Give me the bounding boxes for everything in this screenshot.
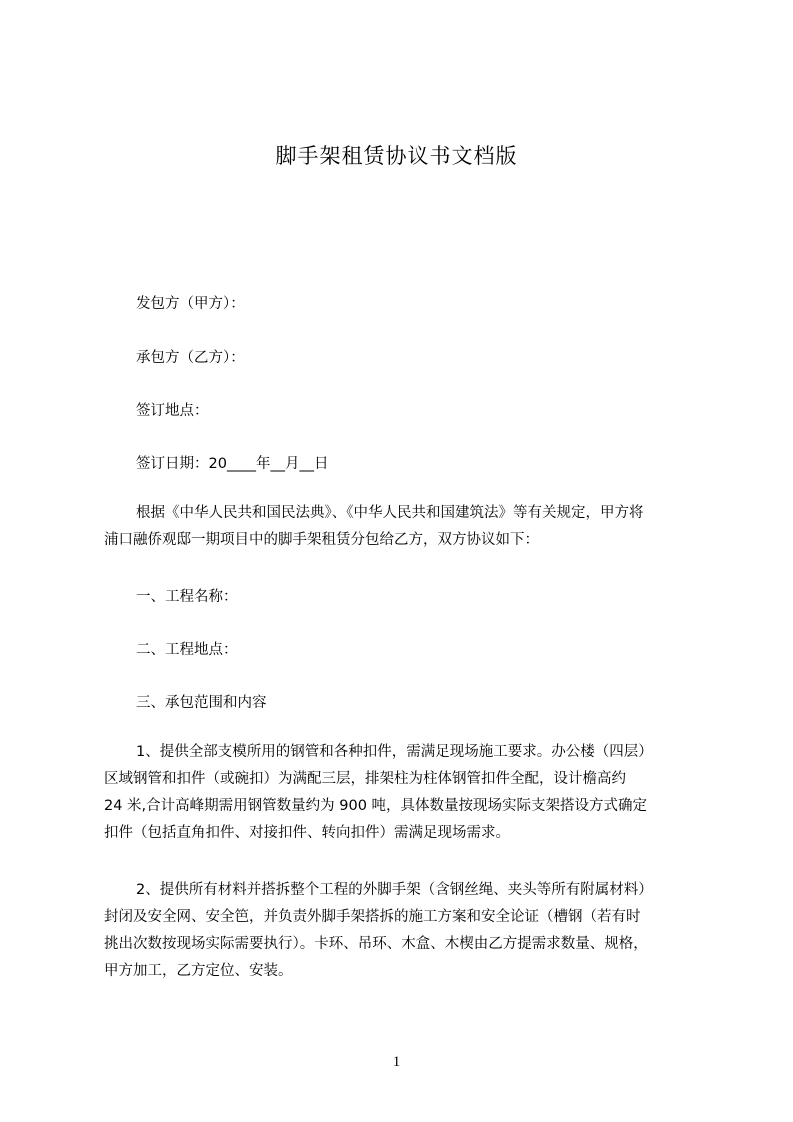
item2-line: 封闭及安全网、安全笆，并负责外脚手架搭拆的施工方案和安全论证（槽钢（若有时: [104, 909, 641, 925]
item1-line: 1、提供全部支模所用的钢管和各种扣件，需满足现场施工要求。办公楼（四层）: [136, 744, 653, 760]
sign-date-field: 签订日期：20____年__月__日: [136, 456, 329, 472]
party-b-field: 承包方（乙方）：: [136, 350, 245, 366]
item2-line: 挑出次数按现场实际需要执行）。卡环、吊环、木盒、木楔由乙方提需求数量、规格，: [104, 936, 648, 952]
scope-item-2: [104, 877, 700, 985]
item2-line: 甲方加工，乙方定位、安装。: [104, 963, 293, 979]
section-project-location: 二、工程地点：: [136, 642, 238, 658]
item2-line: 2、提供所有材料并搭拆整个工程的外脚手架（含钢丝绳、夹头等所有附属材料）: [136, 882, 653, 898]
intro-line: 根据《中华人民共和国民法典》、《中华人民共和国建筑法》等有关规定，甲方将: [136, 505, 644, 521]
intro-paragraph: [104, 500, 700, 554]
section-project-name: 一、工程名称：: [136, 589, 238, 605]
item1-line: 24 米,合计高峰期需用钢管数量约为 900 吨，具体数量按现场实际支架搭设方式确定: [104, 798, 648, 814]
intro-line: 浦口融侨观邸一期项目中的脚手架租赁分包给乙方，双方协议如下：: [104, 532, 539, 548]
page-number: 1: [392, 1054, 401, 1070]
item1-line: 区域钢管和扣件（或碗扣）为满配三层，排架柱为柱体钢管扣件全配，设计檐高约: [104, 771, 626, 787]
sign-place-field: 签订地点：: [136, 403, 209, 419]
scope-item-1: [104, 739, 700, 847]
document-title: 脚手架租赁协议书文档版: [275, 144, 518, 168]
item1-line: 扣件（包括直角扣件、对接扣件、转向扣件）需满足现场需求。: [104, 825, 510, 841]
section-scope-heading: 三、承包范围和内容: [136, 695, 267, 711]
party-a-field: 发包方（甲方）：: [136, 296, 245, 312]
